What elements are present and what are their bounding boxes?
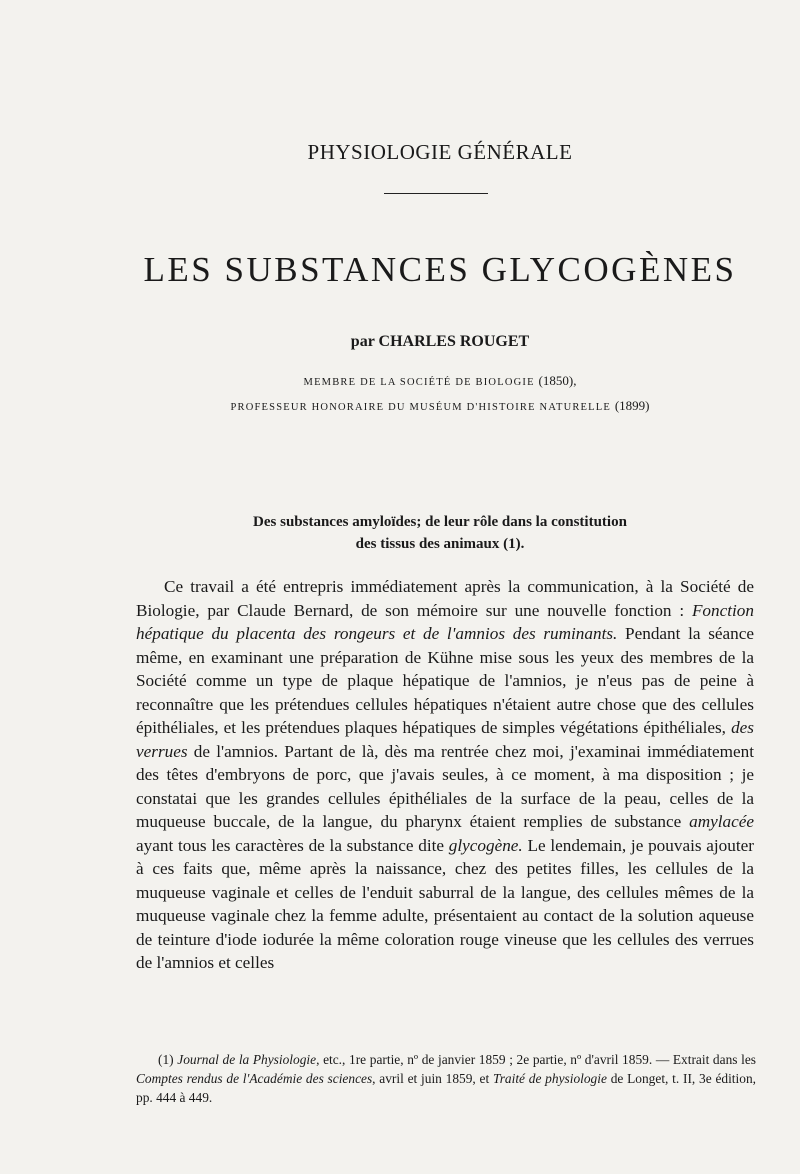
- affiliation-2-text: PROFESSEUR HONORAIRE DU MUSÉUM D'HISTOIRE NATURELLE: [230, 402, 615, 413]
- footnote-italic-2: Comptes rendus de l'Académie des sciences: [136, 1071, 373, 1086]
- body-text-2: Pendant la séance même, en examinant une préparation de Kühne mise sous les yeux des membres de la Société comme un type de plaque hépatique de l'amnios, je n'eus pas de peine à reconnaître que les prétendues cellules hépatiques n'étaient autre chose que des cellules épithéliales, et les prétendues plaques hépatiques de simples végétations épithéliales,: [136, 624, 754, 737]
- affiliation-1-text: MEMBRE DE LA SOCIÉTÉ DE BIOLOGIE: [303, 377, 539, 388]
- footnote-italic-3: Traité de physiologie: [493, 1071, 607, 1086]
- body-italic-2: des verrues: [136, 718, 754, 761]
- section-heading: PHYSIOLOGIE GÉNÉRALE: [307, 140, 573, 164]
- subtitle-line-2: des tissus des animaux (1).: [355, 536, 525, 552]
- footnote: [136, 1050, 756, 1107]
- body-italic-3: amylacée: [689, 812, 754, 831]
- body-text-4: ayant tous les caractères de la substance dite: [136, 835, 449, 855]
- affiliation-1: [0, 373, 800, 389]
- footnote-italic-1: Journal de la Physiologie: [177, 1052, 317, 1067]
- affiliation-2-year: (1899): [614, 398, 650, 413]
- author-byline: par CHARLES ROUGET: [350, 333, 530, 350]
- footnote-text-a: (1): [158, 1052, 178, 1067]
- footnote-text-c: , avril et juin 1859, et: [372, 1071, 493, 1086]
- footnote-text-b: , etc., 1re partie, nº de janvier 1859 ; 2e partie, nº d'avril 1859. — Extrait dans les: [316, 1052, 756, 1067]
- subtitle-line-1: Des substances amyloïdes; de leur rôle dans la constitution: [253, 514, 627, 530]
- body-text-5: Le lendemain, je pouvais ajouter à ces faits que, même après la naissance, chez des petites filles, les cellules de la muqueuse vaginale et celles de l'enduit saburral de la langue, des cellules mêmes de la muqueuse vaginale chez la femme adulte, présentaient au contact de la solution aqueuse de teinture d'iode iodurée la même coloration rouge vineuse que les cellules des verrues de l'amnios et celles: [136, 835, 754, 972]
- article-title: LES SUBSTANCES GLYCOGÈNES: [143, 250, 737, 289]
- footnote-text-d: de Longet, t. II, 3e édition, pp. 444 à 449.: [136, 1071, 756, 1105]
- article-subtitle: [0, 511, 800, 555]
- affiliation-2: [0, 398, 800, 414]
- body-italic-1: Fonction hépatique du placenta des rongeurs et de l'amnios des ruminants.: [136, 600, 754, 643]
- affiliation-1-year: (1850),: [538, 373, 577, 388]
- body-paragraph: [136, 575, 754, 975]
- body-italic-4: glycogène.: [448, 835, 523, 855]
- title-rule: [384, 193, 488, 194]
- body-text-3: de l'amnios. Partant de là, dès ma rentrée chez moi, j'examinai immédiatement des têtes d'embryons de porc, que j'avais seules, à ce moment, à ma disposition ; je constatai que les grandes cellules épithéliales de la surface de la peau, celles de la muqueuse buccale, de la langue, du pharynx étaient remplies de substance: [136, 741, 754, 831]
- body-text-1: Ce travail a été entrepris immédiatement après la communication, à la Société de Biologie, par Claude Bernard, de son mémoire sur une nouvelle fonction :: [136, 577, 754, 620]
